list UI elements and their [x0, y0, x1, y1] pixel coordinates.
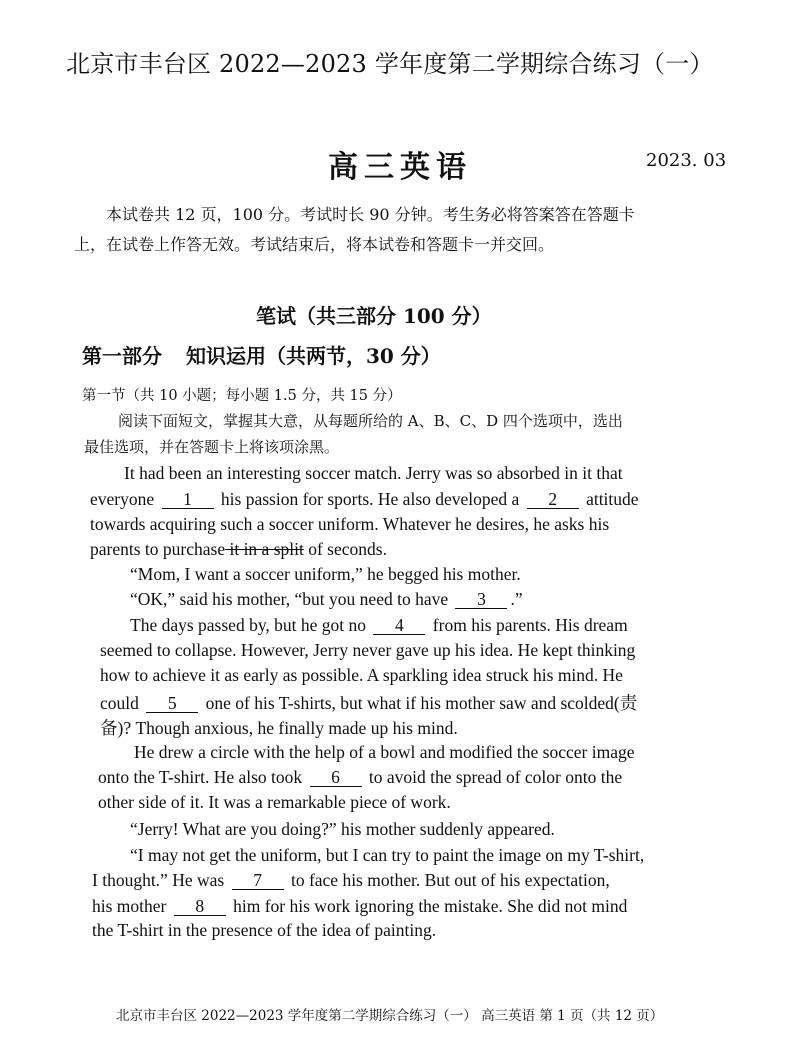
part-name: 知识运用（共两节，30 分）	[186, 344, 441, 368]
passage-text: him for his work ignoring the mistake. She did not mind	[233, 896, 628, 916]
page-footer: 北京市丰台区 2022—2023 学年度第二学期综合练习（一） 高三英语 第 1 页（共 12 页）	[116, 1008, 664, 1024]
passage-line: “Jerry! What are you doing?” his mother suddenly appeared.	[130, 819, 555, 839]
exam-instructions-line-1: 本试卷共 12 页，100 分。考试时长 90 分钟。考生务必将答案答在答题卡	[106, 205, 635, 224]
passage-line: towards acquiring such a soccer uniform. Whatever he desires, he asks his	[90, 514, 610, 534]
passage-line: how to achieve it as early as possible. A sparkling idea struck his mind. He	[100, 665, 623, 685]
passage-text: I thought.” He was	[92, 870, 225, 890]
passage-line: He drew a circle with the help of a bowl and modified the soccer image	[134, 742, 635, 762]
exam-instructions-line-2: 上，在试卷上作答无效。考试结束后，将本试卷和答题卡一并交回。	[74, 235, 555, 254]
passage-line: “I may not get the uniform, but I can try to paint the image on my T-shirt,	[130, 845, 645, 865]
reading-instruction-2: 最佳选项，并在答题卡上将该项涂黑。	[84, 438, 340, 456]
passage-line: the T-shirt in the presence of the idea of painting.	[92, 920, 437, 940]
passage-line: It had been an interesting soccer match. Jerry was so absorbed in it that	[124, 463, 623, 483]
passage-text: The days passed by, but he got no	[130, 615, 367, 635]
reading-instruction-1: 阅读下面短文，掌握其大意，从每题所给的 A、B、C、D 四个选项中，选出	[118, 412, 623, 430]
passage-text: one of his T-shirts, but what if his mother saw and scolded(责	[205, 693, 638, 713]
passage-text: his passion for sports. He also developed a	[220, 489, 520, 509]
passage-text: “OK,” said his mother, “but you need to have	[130, 589, 449, 609]
written-test-title: 笔试（共三部分 100 分）	[256, 304, 492, 328]
passage-line	[90, 489, 639, 510]
answer-blank-2[interactable]: 2	[527, 490, 579, 509]
passage-text: could	[100, 693, 139, 713]
passage-text: .”	[510, 589, 523, 609]
subject-title: 高三英语	[328, 150, 472, 185]
answer-blank-7[interactable]: 7	[232, 871, 284, 890]
passage-line	[130, 615, 628, 636]
answer-blank-1[interactable]: 1	[162, 490, 214, 509]
exam-date: 2023. 03	[646, 150, 727, 171]
struck-text: it in a split	[225, 539, 304, 559]
passage-line	[90, 539, 387, 560]
subsection-heading: 第一节（共 10 小题；每小题 1.5 分，共 15 分）	[82, 388, 402, 404]
passage-text: from his parents. His dream	[432, 615, 628, 635]
exam-title: 北京市丰台区 2022—2023 学年度第二学期综合练习（一）	[66, 50, 714, 78]
passage-line	[92, 896, 627, 917]
passage-text: attitude	[586, 489, 639, 509]
passage-line: 备)? Though anxious, he finally made up his mind.	[100, 718, 458, 738]
passage-line: seemed to collapse. However, Jerry never gave up his idea. He kept thinking	[100, 640, 636, 660]
answer-blank-8[interactable]: 8	[174, 897, 226, 916]
passage-line	[130, 589, 523, 610]
answer-blank-3[interactable]: 3	[455, 590, 507, 609]
passage-text: his mother	[92, 896, 167, 916]
passage-text: to face his mother. But out of his expectation,	[290, 870, 610, 890]
passage-line	[92, 870, 610, 891]
passage-text: onto the T-shirt. He also took	[98, 767, 303, 787]
passage-text: parents to purchase	[90, 539, 226, 559]
part-label: 第一部分	[82, 344, 162, 368]
passage-line: other side of it. It was a remarkable piece of work.	[98, 792, 451, 812]
passage-line	[98, 767, 622, 788]
passage-text: to avoid the spread of color onto the	[368, 767, 623, 787]
passage-text: everyone	[90, 489, 155, 509]
answer-blank-4[interactable]: 4	[373, 616, 425, 635]
part-one-heading	[82, 340, 441, 369]
answer-blank-5[interactable]: 5	[146, 694, 198, 713]
passage-line: “Mom, I want a soccer uniform,” he begged his mother.	[130, 564, 521, 584]
answer-blank-6[interactable]: 6	[310, 768, 362, 787]
passage-text: of seconds.	[303, 539, 387, 559]
passage-line	[100, 690, 637, 715]
